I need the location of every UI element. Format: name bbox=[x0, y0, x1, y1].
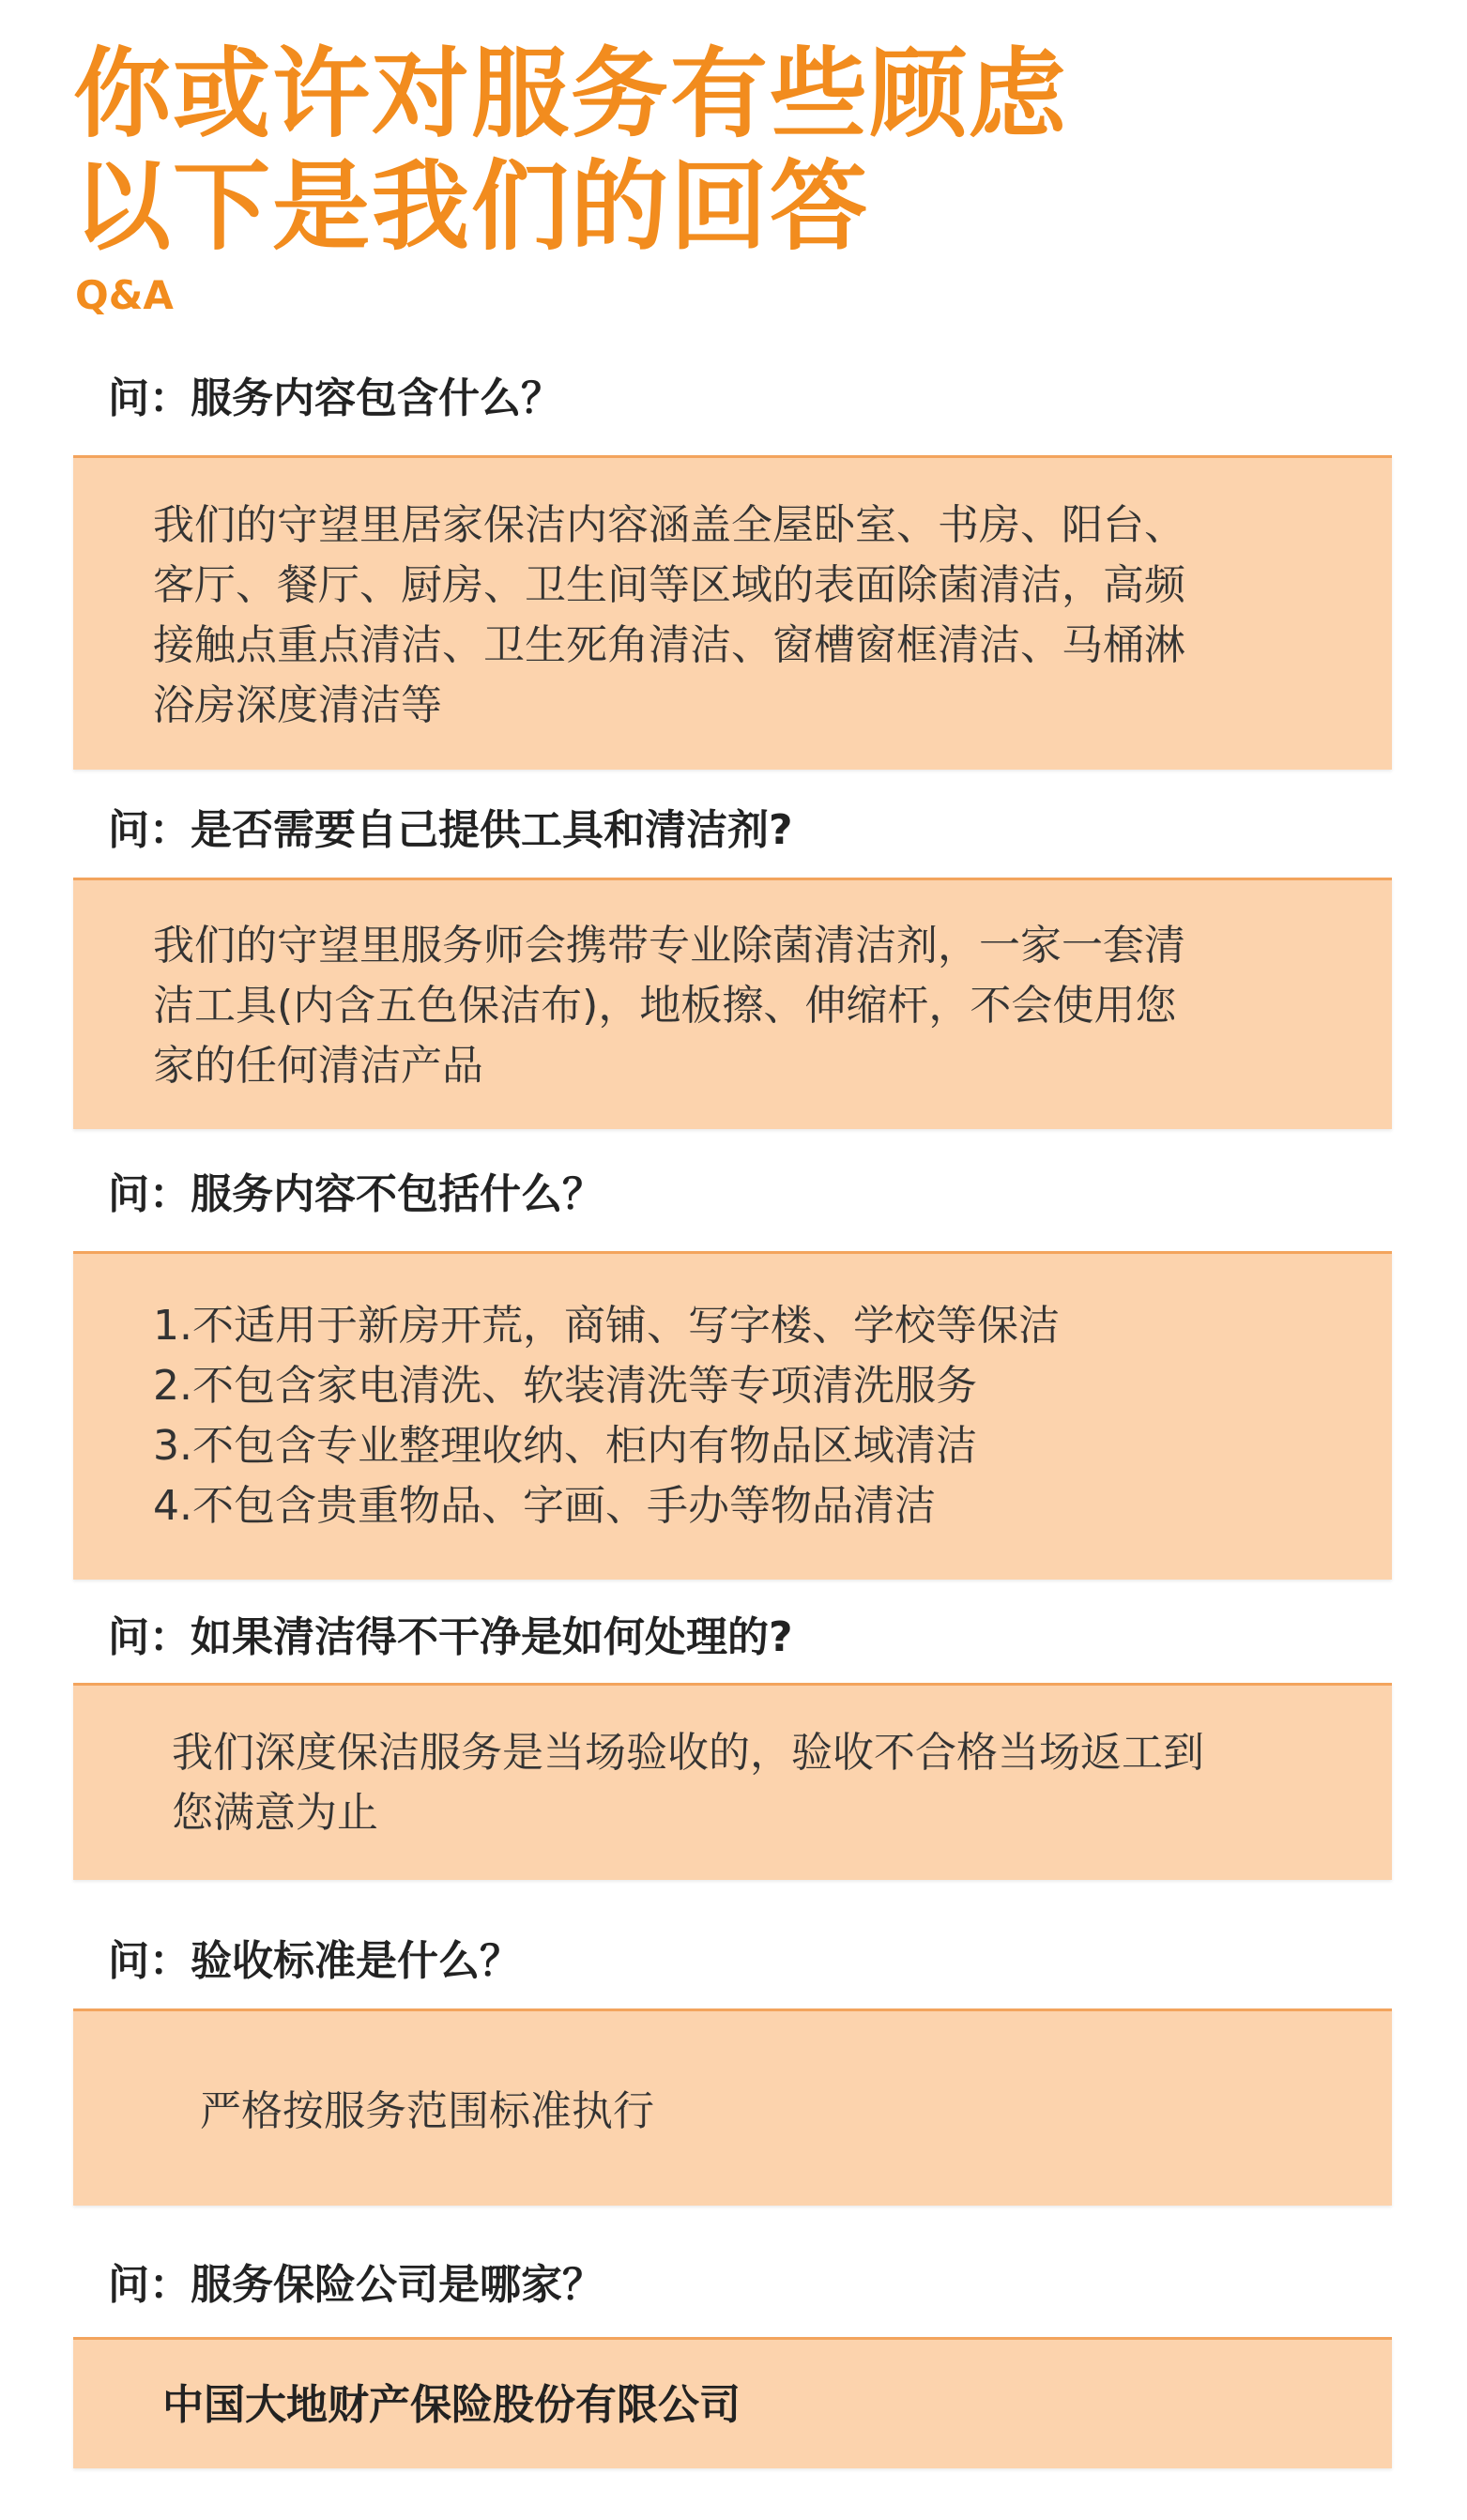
answer-line: 4.不包含贵重物品、字画、手办等物品清洁 bbox=[153, 1482, 936, 1530]
answer-line: 中国大地财产保险股份有限公司 bbox=[162, 2381, 741, 2429]
answer-line: 2.不包含家电清洗、软装清洗等专项清洗服务 bbox=[153, 1362, 977, 1410]
answer-line: 我们的守望里居家保洁内容涵盖全屋卧室、书房、阳台、 bbox=[153, 501, 1185, 549]
answer-box-6 bbox=[73, 2337, 1392, 2468]
question-3: 问：服务内容不包括什么？ bbox=[108, 1170, 604, 1218]
answer-text-3 bbox=[153, 1296, 1060, 1536]
answer-line: 洁工具(内含五色保洁布)，地板擦、伸缩杆，不会使用您 bbox=[153, 982, 1177, 1030]
answer-line: 接触点重点清洁、卫生死角清洁、窗槽窗框清洁、马桶淋 bbox=[153, 621, 1185, 669]
answer-text-2 bbox=[153, 916, 1185, 1096]
answer-line: 您满意为止 bbox=[172, 1789, 378, 1837]
question-2: 问：是否需要自己提供工具和清洁剂? bbox=[108, 806, 793, 854]
question-5: 问：验收标准是什么？ bbox=[108, 1937, 521, 1985]
answer-line: 3.不包含专业整理收纳、柜内有物品区域清洁 bbox=[153, 1422, 977, 1470]
answer-line: 客厅、餐厅、厨房、卫生间等区域的表面除菌清洁，高频 bbox=[153, 561, 1185, 609]
page-title-line: 你或许对服务有些顾虑 bbox=[73, 37, 1069, 151]
answer-line: 1.不适用于新房开荒，商铺、写字楼、学校等保洁 bbox=[153, 1302, 1060, 1350]
answer-line: 我们深度保洁服务是当场验收的，验收不合格当场返工到 bbox=[172, 1729, 1204, 1777]
answer-box-2 bbox=[73, 878, 1392, 1129]
page-title bbox=[73, 38, 1068, 263]
answer-box-4 bbox=[73, 1683, 1392, 1880]
question-6: 问：服务保险公司是哪家？ bbox=[108, 2261, 604, 2309]
answer-box-5 bbox=[73, 2008, 1392, 2206]
answer-box-3 bbox=[73, 1251, 1392, 1580]
answer-line: 家的任何清洁产品 bbox=[153, 1042, 483, 1090]
question-1: 问：服务内容包含什么？ bbox=[108, 374, 562, 422]
answer-text-4 bbox=[172, 1723, 1204, 1843]
page-subtitle: Q&A bbox=[75, 272, 174, 318]
answer-box-1 bbox=[73, 455, 1392, 770]
answer-line: 浴房深度清洁等 bbox=[153, 681, 442, 729]
page-title-line: 以下是我们的回答 bbox=[73, 149, 870, 264]
question-4: 问：如果清洁得不干净是如何处理的? bbox=[108, 1613, 793, 1661]
answer-text-5 bbox=[200, 2082, 654, 2142]
answer-text-1 bbox=[153, 496, 1185, 736]
answer-line: 我们的守望里服务师会携带专业除菌清洁剂，一家一套清 bbox=[153, 922, 1185, 970]
answer-text-6 bbox=[162, 2375, 741, 2436]
answer-line: 严格按服务范围标准执行 bbox=[200, 2087, 654, 2135]
